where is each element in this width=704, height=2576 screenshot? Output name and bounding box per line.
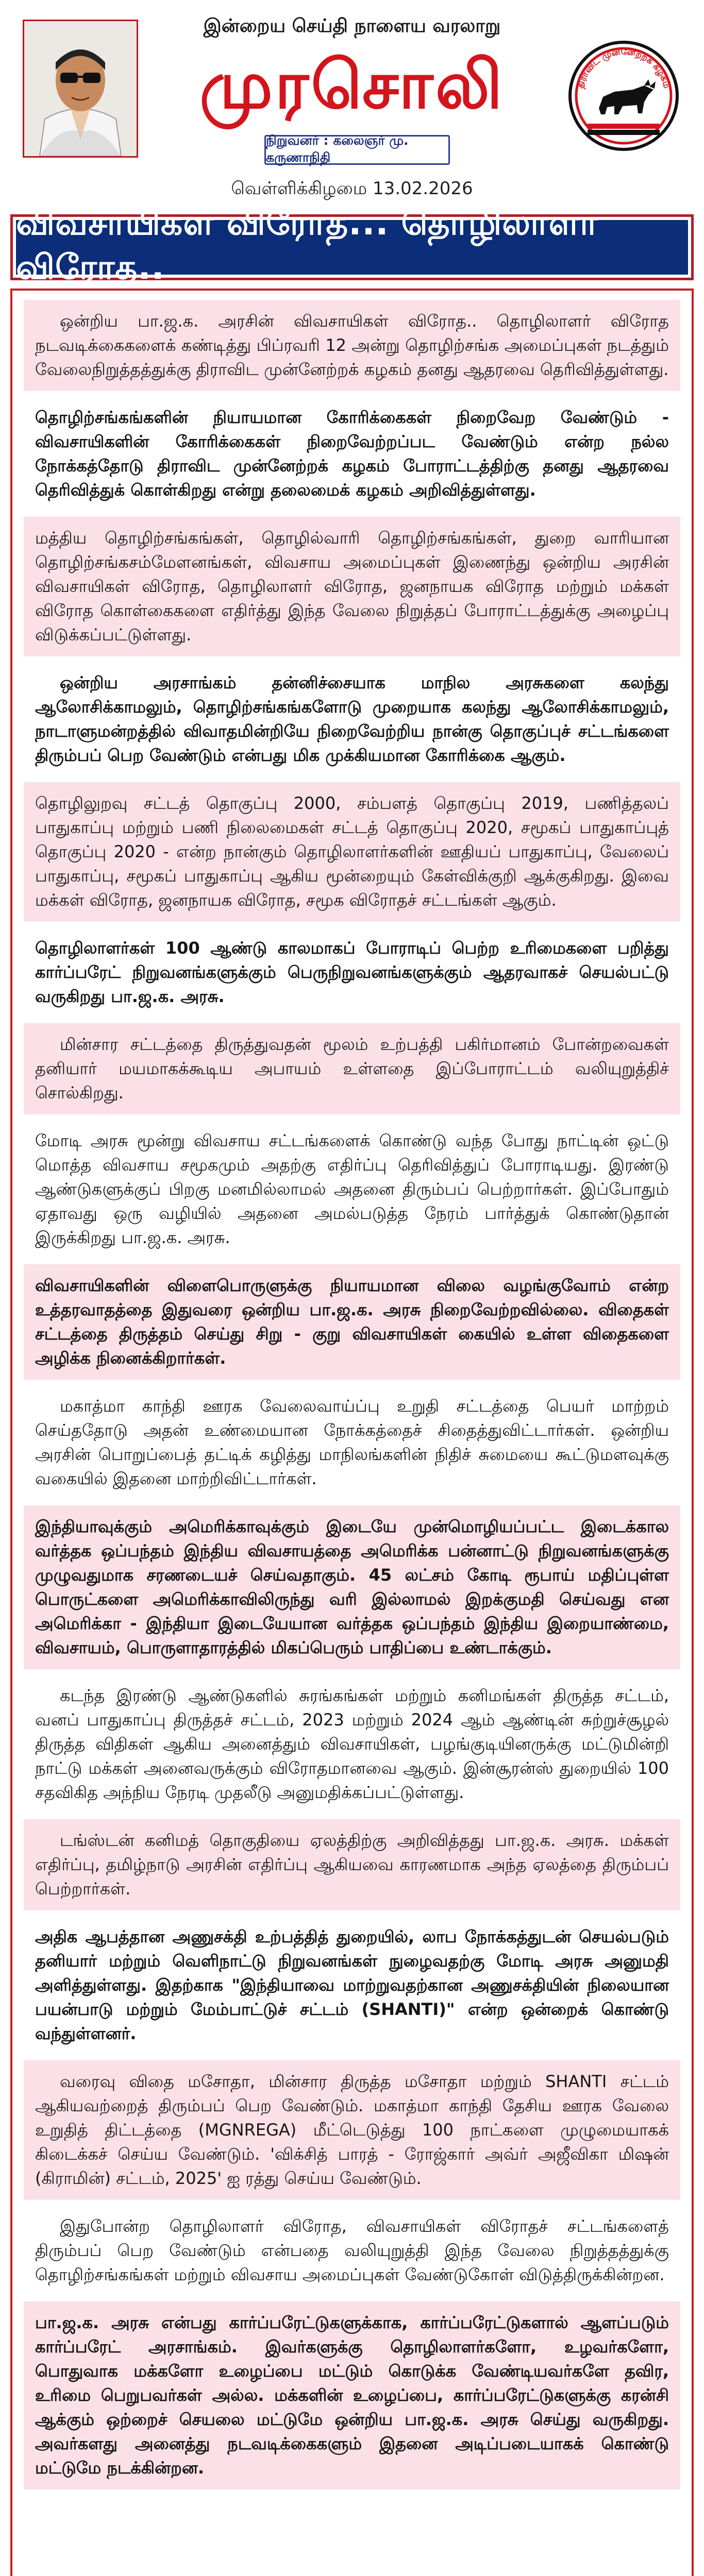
paragraph-text: தொழிலாளர்கள் 100 ஆண்டு காலமாகப் போராடிப் பெற்ற உரிமைகளை பறித்து கார்ப்பரேட் நிறுவனங்களுக்கும் பெருநிறுவனங்களுக்கும் ஆதரவாகச் செயல்பட்டு வருகிறது பா.ஜ.க. அரசு. (35, 938, 669, 1006)
article-paragraph (24, 1023, 680, 1114)
article-paragraph (24, 662, 680, 777)
article-body (24, 300, 680, 2495)
paragraph-text: ஒன்றிய அரசாங்கம் தன்னிச்சையாக மாநில அரசுகளை கலந்து ஆலோசிக்காமலும், தொழிற்சங்கங்களோடு முறையாக கலந்து ஆலோசிக்காமலும், நாடாளுமன்றத்தில் விவாதமின்றியே நிறைவேற்றிய நான்கு தொகுப்புச் சட்டங்களை திரும்பப் பெற வேண்டும் என்பது மிக முக்கியமான கோரிக்கை ஆகும். (35, 673, 669, 765)
paragraph-text: மத்திய தொழிற்சங்கங்கள், தொழில்வாரி தொழிற்சங்கங்கள், துறை வாரியான தொழிற்சங்கசம்மேளனங்கள், விவசாய அமைப்புகள் இணைந்து ஒன்றிய அரசின் விவசாயிகள் விரோத, தொழிலாளர் விரோத, ஜனநாயக விரோத மற்றும் மக்கள் விரோத கொள்கைகளை எதிர்த்து இந்த வேலை நிறுத்தப் போராட்டத்துக்கு அழைப்பு விடுக்கப்பட்டுள்ளது. (35, 528, 669, 645)
article-paragraph (24, 2060, 680, 2200)
article-paragraph (24, 396, 680, 512)
article-paragraph (24, 1819, 680, 1910)
article-paragraph (24, 2205, 680, 2296)
paragraph-text: மோடி அரசு மூன்று விவசாய சட்டங்களைக் கொண்டு வந்த போது நாட்டின் ஒட்டு மொத்த விவசாய சமூகமும் அதற்கு எதிர்ப்பு தெரிவித்துப் போராடியது. இரண்டு ஆண்டுகளுக்குப் பிறகு மனமில்லாமல் அதனை திரும்பப் பெற்றார்கள். இப்போதும் ஏதாவது ஒரு வழியில் அதனை அமல்படுத்த நேரம் பார்த்துக் கொண்டுதான் இருக்கிறது பா.ஜ.க. அரசு. (35, 1131, 669, 1247)
paragraph-text: இந்தியாவுக்கும் அமெரிக்காவுக்கும் இடையே முன்மொழியப்பட்ட இடைக்கால வர்த்தக ஒப்பந்தம் இந்திய விவசாயத்தை அமெரிக்க பன்னாட்டு நிறுவனங்களுக்கு முழுவதுமாக சரணடையச் செய்வதாகும். 45 லட்சம் கோடி ரூபாய் மதிப்புள்ள பொருட்களை அமெரிக்காவிலிருந்து வரி இல்லாமல் இறக்குமதி செய்வது என அமெரிக்கா - இந்தியா இடையேயான வர்த்தக ஒப்பந்தம் இந்திய இறையாண்மை, விவசாயம், பொருளாதாரத்தில் மிகப்பெரும் பாதிப்பை உண்டாக்கும். (35, 1517, 669, 1657)
article-paragraph (24, 2301, 680, 2489)
article-frame (10, 289, 694, 2576)
article-paragraph (24, 1916, 680, 2055)
paragraph-text: டங்ஸ்டன் கனிமத் தொகுதியை ஏலத்திற்கு அறிவித்தது பா.ஜ.க. அரசு. மக்கள் எதிர்ப்பு, தமிழ்நாடு அரசின் எதிர்ப்பு ஆகியவை காரணமாக அந்த ஏலத்தை திரும்பப் பெற்றார்கள். (35, 1831, 669, 1899)
headline: விவசாயிகள் விரோத... தொழிலாளர் விரோத.. (16, 203, 598, 287)
paragraph-text: ஒன்றிய பா.ஜ.க. அரசின் விவசாயிகள் விரோத.. தொழிலாளர் விரோத நடவடிக்கைகளைக் கண்டித்து பிப்ரவரி 12 அன்று தொழிற்சங்க அமைப்புகள் நடத்தும் வேலைநிறுத்தத்துக்கு திராவிட முன்னேற்றக் கழகம் தனது ஆதரவை தெரிவித்துள்ளது. (35, 311, 669, 379)
article-paragraph (24, 1264, 680, 1380)
article-paragraph (24, 300, 680, 391)
party-emblem-icon (567, 36, 680, 156)
article-paragraph (24, 1385, 680, 1500)
article-paragraph (24, 927, 680, 1018)
paragraph-text: விவசாயிகளின் விளைபொருளுக்கு நியாயமான விலை வழங்குவோம் என்ற உத்தரவாதத்தை இதுவரை ஒன்றிய பா.ஜ.க. அரசு நிறைவேற்றவில்லை. விதைகள் சட்டத்தை திருத்தம் செய்து சிறு - குறு விவசாயிகள் கையில் உள்ள விதைகளை அழிக்க நினைக்கிறார்கள். (35, 1276, 669, 1368)
masthead-tagline: இன்றைய செய்தி நாளைய வரலாறு (203, 15, 501, 37)
headline-banner (10, 203, 694, 287)
founder-line: நிறுவனர் : கலைஞர் மு. கருணாநிதி (264, 135, 450, 165)
article-paragraph (24, 1505, 680, 1669)
paragraph-text: வரைவு விதை மசோதா, மின்சார திருத்த மசோதா மற்றும் SHANTI சட்டம் ஆகியவற்றைத் திரும்பப் பெற வேண்டும். மகாத்மா காந்தி தேசிய ஊரக வேலை உறுதித் திட்டத்தை (MGNREGA) மீட்டெடுத்து 100 நாட்களை முழுமையாகக் கிடைக்கச் செய்ய வேண்டும். 'விக்சித் பாரத் - ரோஜ்கார் அவ்ர் அஜீவிகா மிஷன் (கிராமின்) சட்டம், 2025' ஐ ரத்து செய்ய வேண்டும். (35, 2072, 669, 2188)
paragraph-text: தொழிற்சங்கங்களின் நியாயமான கோரிக்கைகள் நிறைவேற வேண்டும் - விவசாயிகளின் கோரிக்கைகள் நிறைவேற்றப்பட வேண்டும் என்ற நல்ல நோக்கத்தோடு திராவிட முன்னேற்றக் கழகம் போராட்டத்திற்கு தனது ஆதரவை தெரிவித்துக் கொள்கிறது என்று தலைமைக் கழகம் அறிவித்துள்ளது. (35, 408, 669, 500)
paragraph-text: தொழிலுறவு சட்டத் தொகுப்பு 2000, சம்பளத் தொகுப்பு 2019, பணித்தலப் பாதுகாப்பு மற்றும் பணி நிலைமைகள் சட்டத் தொகுப்பு 2020, சமூகப் பாதுகாப்புத் தொகுப்பு 2020 - என்ற நான்கும் தொழிலாளர்களின் ஊதியப் பாதுகாப்பு, வேலைப் பாதுகாப்பு, சமூகப் பாதுகாப்பு ஆகிய மூன்றையும் கேள்விக்குறி ஆக்குகிறது. இவை மக்கள் விரோத, ஜனநாயக விரோத, சமூக விரோதச் சட்டங்கள் ஆகும். (35, 793, 669, 910)
paragraph-text: பா.ஜ.க. அரசு என்பது கார்ப்பரேட்டுகளுக்காக, கார்ப்பரேட்டுகளால் ஆளப்படும் கார்ப்பரேட் அரசாங்கம். இவர்களுக்கு தொழிலாளர்களோ, உழவர்களோ, பொதுவாக மக்களோ உழைப்பை மட்டும் கொடுக்க வேண்டியவர்களே தவிர, உரிமை பெறுபவர்கள் அல்ல. மக்களின் உழைப்பை, கார்ப்பரேட்டுகளுக்கு கரன்சி ஆக்கும் ஒற்றைச் செயலை மட்டுமே ஒன்றிய பா.ஜ.க. அரசு செய்து வருகிறது. அவர்களது அனைத்து நடவடிக்கைகளும் இதனை அடிப்படையாகக் கொண்டு மட்டுமே நடக்கின்றன. (35, 2313, 669, 2478)
masthead (0, 0, 704, 216)
emblem-text: திராவிட முன்னேற்றக் கழகம் (575, 46, 672, 90)
newspaper-title: முரசொலி (199, 46, 505, 124)
paragraph-text: இதுபோன்ற தொழிலாளர் விரோத, விவசாயிகள் விரோதச் சட்டங்களைத் திரும்பப் பெற வேண்டும் என்பதை வலியுறுத்தி இந்த வேலை நிறுத்தத்துக்கு தொழிற்சங்கங்கள் மற்றும் விவசாய அமைப்புகள் வேண்டுகோள் விடுத்திருக்கின்றன. (35, 2216, 669, 2284)
paragraph-text: மின்சார சட்டத்தை திருத்துவதன் மூலம் உற்பத்தி பகிர்மானம் போன்றவைகள் தனியார் மயமாகக்கூடிய அபாயம் உள்ளதை இப்போராட்டம் வலியுறுத்திச் சொல்கிறது. (35, 1035, 669, 1103)
paragraph-text: மகாத்மா காந்தி ஊரக வேலைவாய்ப்பு உறுதி சட்டத்தை பெயர் மாற்றம் செய்ததோடு அதன் உண்மையான நோக்கத்தைச் சிதைத்துவிட்டார்கள். ஒன்றிய அரசின் பொறுப்பைத் தட்டிக் கழித்து மாநிலங்களின் நிதிச் சுமையை கூட்டுமளவுக்கு வகையில் இதனை மாற்றிவிட்டார்கள். (35, 1396, 669, 1488)
article-paragraph (24, 782, 680, 922)
article-paragraph (24, 1674, 680, 1814)
paragraph-text: அதிக ஆபத்தான அணுசக்தி உற்பத்தித் துறையில், லாப நோக்கத்துடன் செயல்படும் தனியார் மற்றும் வெளிநாட்டு நிறுவனங்கள் நுழைவதற்கு மோடி அரசு அனுமதி அளித்துள்ளது. இதற்காக "இந்தியாவை மாற்றுவதற்கான அணுசக்தியின் நிலையான பயன்பாடு மற்றும் மேம்பாட்டுச் சட்டம் (SHANTI)" என்ற ஒன்றைக் கொண்டு வந்துள்ளனர். (35, 1927, 669, 2043)
publication-date: வெள்ளிக்கிழமை 13.02.2026 (231, 178, 473, 199)
article-paragraph (24, 1120, 680, 1259)
article-paragraph (24, 517, 680, 656)
paragraph-text: கடந்த இரண்டு ஆண்டுகளில் சுரங்கங்கள் மற்றும் கனிமங்கள் திருத்த சட்டம், வனப் பாதுகாப்பு திருத்தச் சட்டம், 2023 மற்றும் 2024 ஆம் ஆண்டின் சுற்றுச்சூழல் திருத்த விதிகள் ஆகிய அனைத்தும் விவசாயிகள், பழங்குடியினருக்கு மட்டுமின்றி நாட்டு மக்கள் அனைவருக்கும் விரோதமானவை ஆகும். இன்சூரன்ஸ் துறையில் 100 சதவிகித அந்நிய நேரடி முதலீடு அனுமதிக்கப்பட்டுள்ளது. (35, 1686, 669, 1802)
